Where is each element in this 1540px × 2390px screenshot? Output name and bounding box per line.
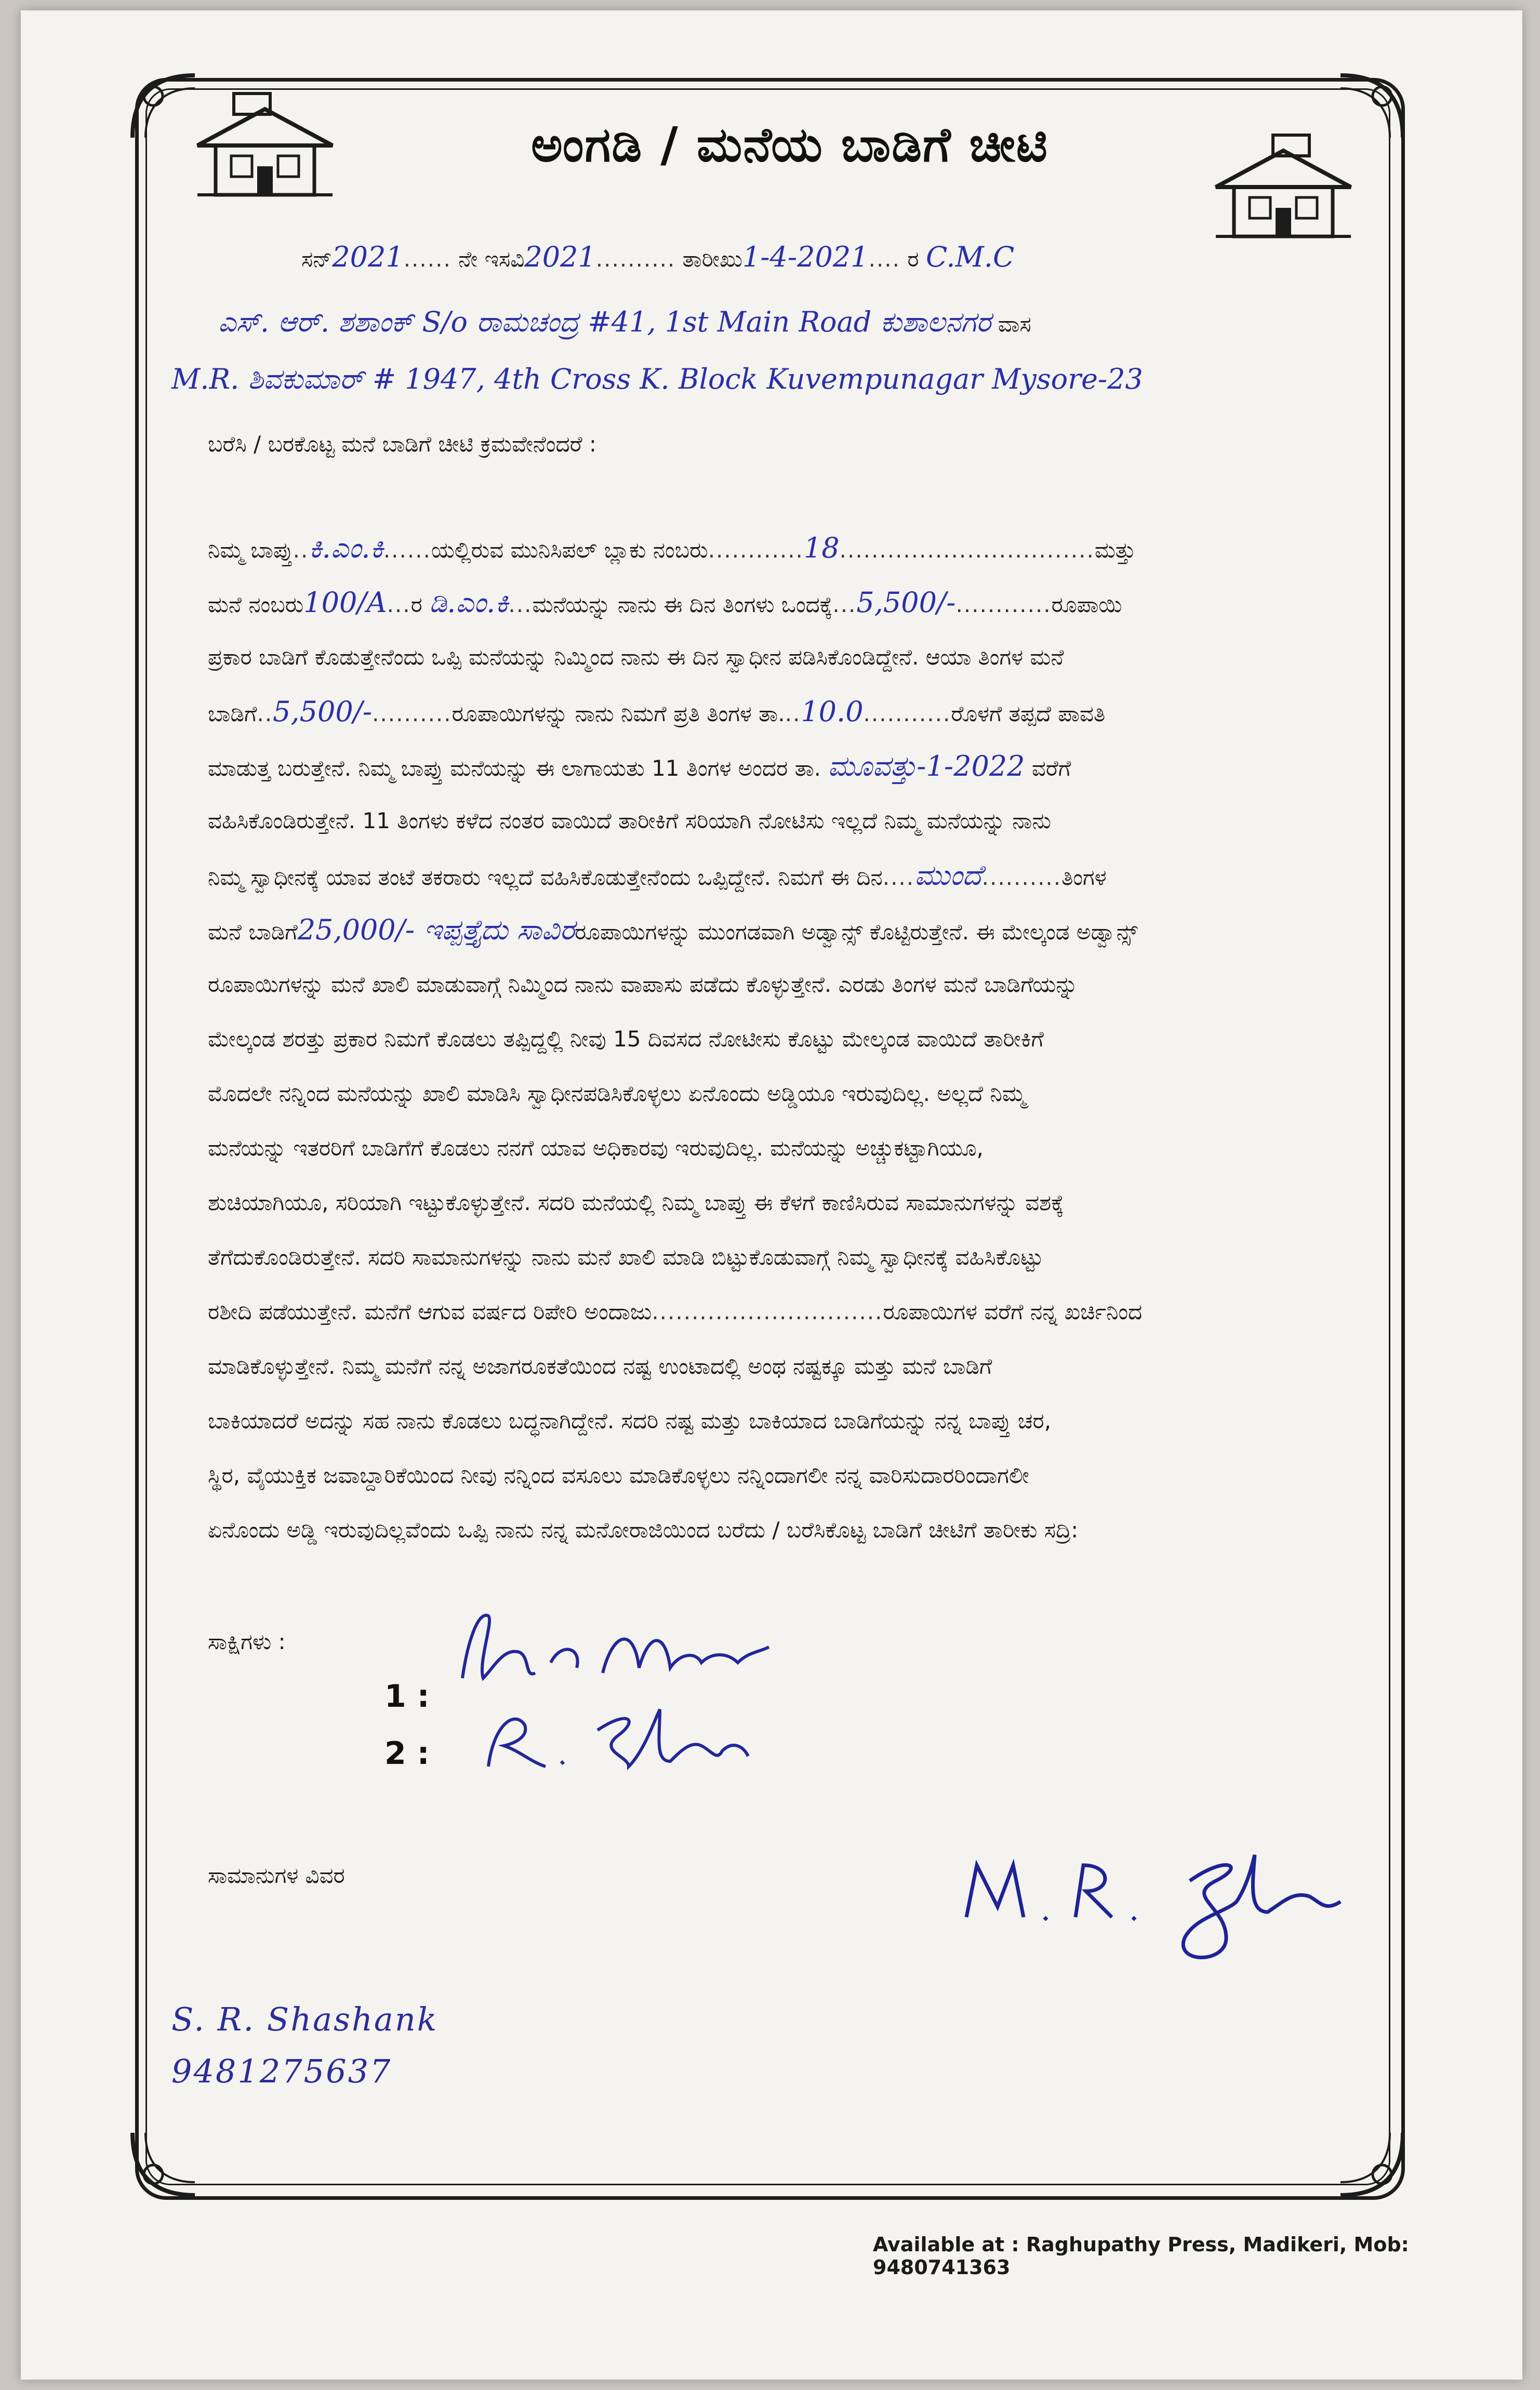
hw-end-date: ಮೂವತ್ತು-1-2022 (828, 750, 1025, 782)
hw-tenant-phone: 9481275637 (171, 2052, 392, 2090)
hw-rent-amount: 5,500/- (856, 586, 956, 619)
witnesses-label: ಸಾಕ್ಷಿಗಳು : (208, 1629, 286, 1654)
intro-line: ಬರೆಸಿ / ಬರಕೊಟ್ಟ ಮನೆ ಬಾಡಿಗೆ ಚೀಟಿ ಕ್ರಮವೇನೆಂದರೆ : (208, 431, 596, 457)
corner-ornament-icon (122, 2122, 205, 2206)
label-ra: ರ (907, 246, 919, 272)
body-line-12: ಮನೆಯನ್ನು ಇತರರಿಗೆ ಬಾಡಿಗೆಗೆ ಕೊಡಲು ನನಗೆ ಯಾವ ಅಧಿಕಾರವು ಇರುವುದಿಲ್ಲ. ಮನೆಯನ್ನು ಅಚ್ಚುಕಟ್ಟಾಗಿಯೂ, (208, 1135, 984, 1161)
hw-months: ಮುಂದೆ (914, 859, 982, 892)
hw-advance-amount: 25,000/- ಇಪ್ಪತ್ತೈದು ಸಾವಿರ (297, 913, 575, 946)
hw-owner-details: M.R. ಶಿವಕುಮಾರ್ # 1947, 4th Cross K. Block Kuvempunagar Mysore-23 (171, 363, 1143, 395)
body-line-19: ಏನೊಂದು ಅಡ್ಡಿ ಇರುವುದಿಲ್ಲವೆಂದು ಒಪ್ಪಿ ನಾನು ನನ್ನ ಮನೋರಾಜಿಯಿಂದ ಬರೆದು / ಬರೆಸಿಕೊಟ್ಟ ಬಾಡಿಗೆ ಚೀಟಿಗೆ ತಾರೀಕು ಸದ್ರಿ: (208, 1517, 1079, 1543)
witness-2-signature-icon (473, 1689, 764, 1782)
hw-year: 2021 (332, 241, 404, 273)
hw-tenant-name: S. R. Shashank (171, 2000, 439, 2038)
body-line-8: ಮನೆ ಬಾಡಿಗೆ25,000/- ಇಪ್ಪತ್ತೈದು ಸಾವಿರರೂಪಾಯಿಗಳನ್ನು ಮುಂಗಡವಾಗಿ ಅಡ್ವಾನ್ಸ್ ಕೊಟ್ಟಿರುತ್ತೇನೆ. ಈ ಮೇಲ್ಕಂಡ ಅಡ್ವಾನ್ಸ್ (208, 913, 1138, 946)
hw-block-number: 18 (803, 532, 840, 564)
body-line-6: ವಹಿಸಿಕೊಂಡಿರುತ್ತೇನೆ. 11 ತಿಂಗಳು ಕಳೆದ ನಂತರ ವಾಯಿದೆ ತಾರೀಕಿಗೆ ಸರಿಯಾಗಿ ನೋಟಿಸು ಇಲ್ಲದೆ ನಿಮ್ಮ ಮನೆಯನ್ನು ನಾನು (208, 808, 1052, 833)
label-date: ತಾರೀಖು (682, 246, 742, 272)
page-title: ಅಂಗಡಿ / ಮನೆಯ ಬಾಡಿಗೆ ಚೀಟಿ (531, 117, 1048, 172)
body-line-7: ನಿಮ್ಮ ಸ್ವಾಧೀನಕ್ಕೆ ಯಾವ ತಂಟೆ ತಕರಾರು ಇಲ್ಲದೆ ವಹಿಸಿಕೊಡುತ್ತೇನೆಂದು ಒಪ್ಪಿದ್ದೇನೆ. ನಿಮಗೆ ಈ ದಿನ....ಮುಂದೆ..........ತಿಂಗಳ (208, 859, 1107, 892)
body-line-14: ತೆಗೆದುಕೊಂಡಿರುತ್ತೇನೆ. ಸದರಿ ಸಾಮಾನುಗಳನ್ನು ನಾನು ಮನೆ ಖಾಲಿ ಮಾಡಿ ಬಿಟ್ಟುಕೊಡುವಾಗ್ಗೆ ನಿಮ್ಮ ಸ್ವಾಧೀನಕ್ಕೆ ವಹಿಸಿಕೊಟ್ಟು (208, 1244, 1043, 1270)
body-line-5: ಮಾಡುತ್ತ ಬರುತ್ತೇನೆ. ನಿಮ್ಮ ಬಾಪ್ತು ಮನೆಯನ್ನು ಈ ಲಾಗಾಯತು 11 ತಿಂಗಳ ಅಂದರ ತಾ. ಮೂವತ್ತು-1-2022 ವರೆಗೆ (208, 750, 1071, 782)
materials-label: ಸಾಮಾನುಗಳ ವಿವರ (208, 1863, 345, 1888)
label-vasa: ವಾಸ (998, 311, 1031, 337)
body-line-13: ಶುಚಿಯಾಗಿಯೂ, ಸರಿಯಾಗಿ ಇಟ್ಟುಕೊಳ್ಳುತ್ತೇನೆ. ಸದರಿ ಮನೆಯಲ್ಲಿ ನಿಮ್ಮ ಬಾಪ್ತು ಈ ಕೆಳಗೆ ಕಾಣಿಸಿರುವ ಸಾಮಾನುಗಳನ್ನು ವಶಕ್ಕೆ (208, 1190, 1064, 1215)
hw-bapthu: ಕಿ.ಎಂ.ಕಿ (309, 532, 383, 564)
body-line-17: ಬಾಕಿಯಾದರೆ ಅದನ್ನು ಸಹ ನಾನು ಕೊಡಲು ಬದ್ಧನಾಗಿದ್ದೇನೆ. ಸದರಿ ನಷ್ಟ ಮತ್ತು ಬಾಕಿಯಾದ ಬಾಡಿಗೆಯನ್ನು ನನ್ನ ಬಾಪ್ತು ಚರ, (208, 1408, 1052, 1433)
house-right-icon (1205, 130, 1361, 244)
witness-1-signature-icon (447, 1600, 779, 1694)
body-line-2: ಮನೆ ನಂಬರು100/A...ರ ಡಿ.ಎಂ.ಕಿ...ಮನೆಯನ್ನು ನಾನು ಈ ದಿನ ತಿಂಗಳು ಒಂದಕ್ಕೆ...5,500/-............ರೂಪಾಯಿ (208, 586, 1122, 619)
body-line-18: ಸ್ಥಿರ, ವೈಯುಕ್ತಿಕ ಜವಾಬ್ದಾರಿಕೆಯಿಂದ ನೀವು ನನ್ನಿಂದ ವಸೂಲು ಮಾಡಿಕೊಳ್ಳಲು ನನ್ನಿಂದಾಗಲೀ ನನ್ನ ವಾರಿಸುದಾರರಿಂದಾಗಲೀ (208, 1463, 1029, 1488)
rental-agreement-sheet (21, 10, 1522, 2380)
hw-place: C.M.C (925, 241, 1015, 273)
hw-due-day: 10.0 (801, 695, 864, 728)
body-line-16: ಮಾಡಿಕೊಳ್ಳುತ್ತೇನೆ. ನಿಮ್ಮ ಮನೆಗೆ ನನ್ನ ಅಜಾಗರೂಕತೆಯಿಂದ ನಷ್ಟ ಉಂಟಾದಲ್ಲಿ ಅಂಥ ನಷ್ಟಕ್ಕೂ ಮತ್ತು ಮನೆ ಬಾಡಿಗೆ (208, 1353, 992, 1379)
hw-date: 1-4-2021 (742, 241, 869, 273)
body-line-10: ಮೇಲ್ಕಂಡ ಶರತ್ತು ಪ್ರಕಾರ ನಿಮಗೆ ಕೊಡಲು ತಪ್ಪಿದ್ದಲ್ಲಿ ನೀವು 15 ದಿವಸದ ನೋಟೀಸು ಕೊಟ್ಟು ಮೇಲ್ಕಂಡ ವಾಯಿದೆ ತಾರೀಕಿಗೆ (208, 1026, 1044, 1052)
header-line-3 (171, 364, 1356, 397)
hw-house-number: 100/A (303, 586, 387, 619)
printer-credit: Available at : Raghupathy Press, Madikeri, Mob: 9480741363 (873, 2233, 1409, 2279)
body-line-3: ಪ್ರಕಾರ ಬಾಡಿಗೆ ಕೊಡುತ್ತೇನೆಂದು ಒಪ್ಪಿ ಮನೆಯನ್ನು ನಿಮ್ಮಿಂದ ನಾನು ಈ ದಿನ ಸ್ವಾಧೀನ ಪಡಿಸಿಕೊಂಡಿದ್ದೇನೆ. ಆಯಾ ತಿಂಗಳ ಮನೆ (208, 644, 1064, 670)
hw-tenant-details: ಎಸ್. ಆರ್. ಶಶಾಂಕ್ S/o ರಾಮಚಂದ್ರ #41, 1st Main Road ಕುಶಾಲನಗರ (218, 306, 991, 338)
hw-ward: ಡಿ.ಎಂ.ಕಿ (429, 586, 509, 619)
body-line-1: ನಿಮ್ಮ ಬಾಪ್ತು..ಕಿ.ಎಂ.ಕಿ......ಯಲ್ಲಿರುವ ಮುನಿಸಿಪಲ್ ಬ್ಲಾಕು ನಂಬರು............18................................ಮತ್ತು (208, 532, 1136, 564)
corner-ornament-icon (1330, 2122, 1413, 2206)
body-line-15: ರಶೀದಿ ಪಡೆಯುತ್ತೇನೆ. ಮನೆಗೆ ಆಗುವ ವರ್ಷದ ರಿಪೇರಿ ಅಂದಾಜು.............................ರೂಪಾಯಿಗಳ ವರೆಗೆ ನನ್ನ ಖರ್ಚಿನಿಂದ (208, 1299, 1143, 1324)
house-left-icon (187, 88, 343, 203)
label-san: ಸನ್ (301, 246, 333, 272)
witness-number-2: 2 : (384, 1735, 430, 1772)
hw-isavi: 2021 (524, 241, 596, 273)
witness-number-1: 1 : (384, 1678, 430, 1715)
tenant-signature-icon (956, 1834, 1372, 1980)
header-line-1: ಸನ್2021...... ನೇ ಇಸವಿ2021.......... ತಾರೀಖು1-4-2021.... ರ C.M.C (301, 241, 1015, 273)
header-line-2 (218, 307, 1403, 340)
hw-monthly-rent: 5,500/- (273, 695, 373, 728)
body-line-11: ಮೊದಲೇ ನನ್ನಿಂದ ಮನೆಯನ್ನು ಖಾಲಿ ಮಾಡಿಸಿ ಸ್ವಾಧೀನಪಡಿಸಿಕೊಳ್ಳಲು ಏನೊಂದು ಅಡ್ಡಿಯೂ ಇರುವುದಿಲ್ಲ. ಅಲ್ಲದೆ ನಿಮ್ಮ (208, 1081, 1026, 1106)
body-line-9: ರೂಪಾಯಿಗಳನ್ನು ಮನೆ ಖಾಲಿ ಮಾಡುವಾಗ್ಗೆ ನಿಮ್ಮಿಂದ ನಾನು ವಾಪಾಸು ಪಡೆದು ಕೊಳ್ಳುತ್ತೇನೆ. ಎರಡು ತಿಂಗಳ ಮನೆ ಬಾಡಿಗೆಯನ್ನು (208, 972, 1078, 997)
label-isavi: ನೇ ಇಸವಿ (458, 246, 525, 272)
body-line-4: ಬಾಡಿಗೆ..5,500/-..........ರೂಪಾಯಿಗಳನ್ನು ನಾನು ನಿಮಗೆ ಪ್ರತಿ ತಿಂಗಳ ತಾ...10.0...........ರೊಳಗೆ ತಪ್ಪದೆ ಪಾವತಿ (208, 695, 1106, 728)
